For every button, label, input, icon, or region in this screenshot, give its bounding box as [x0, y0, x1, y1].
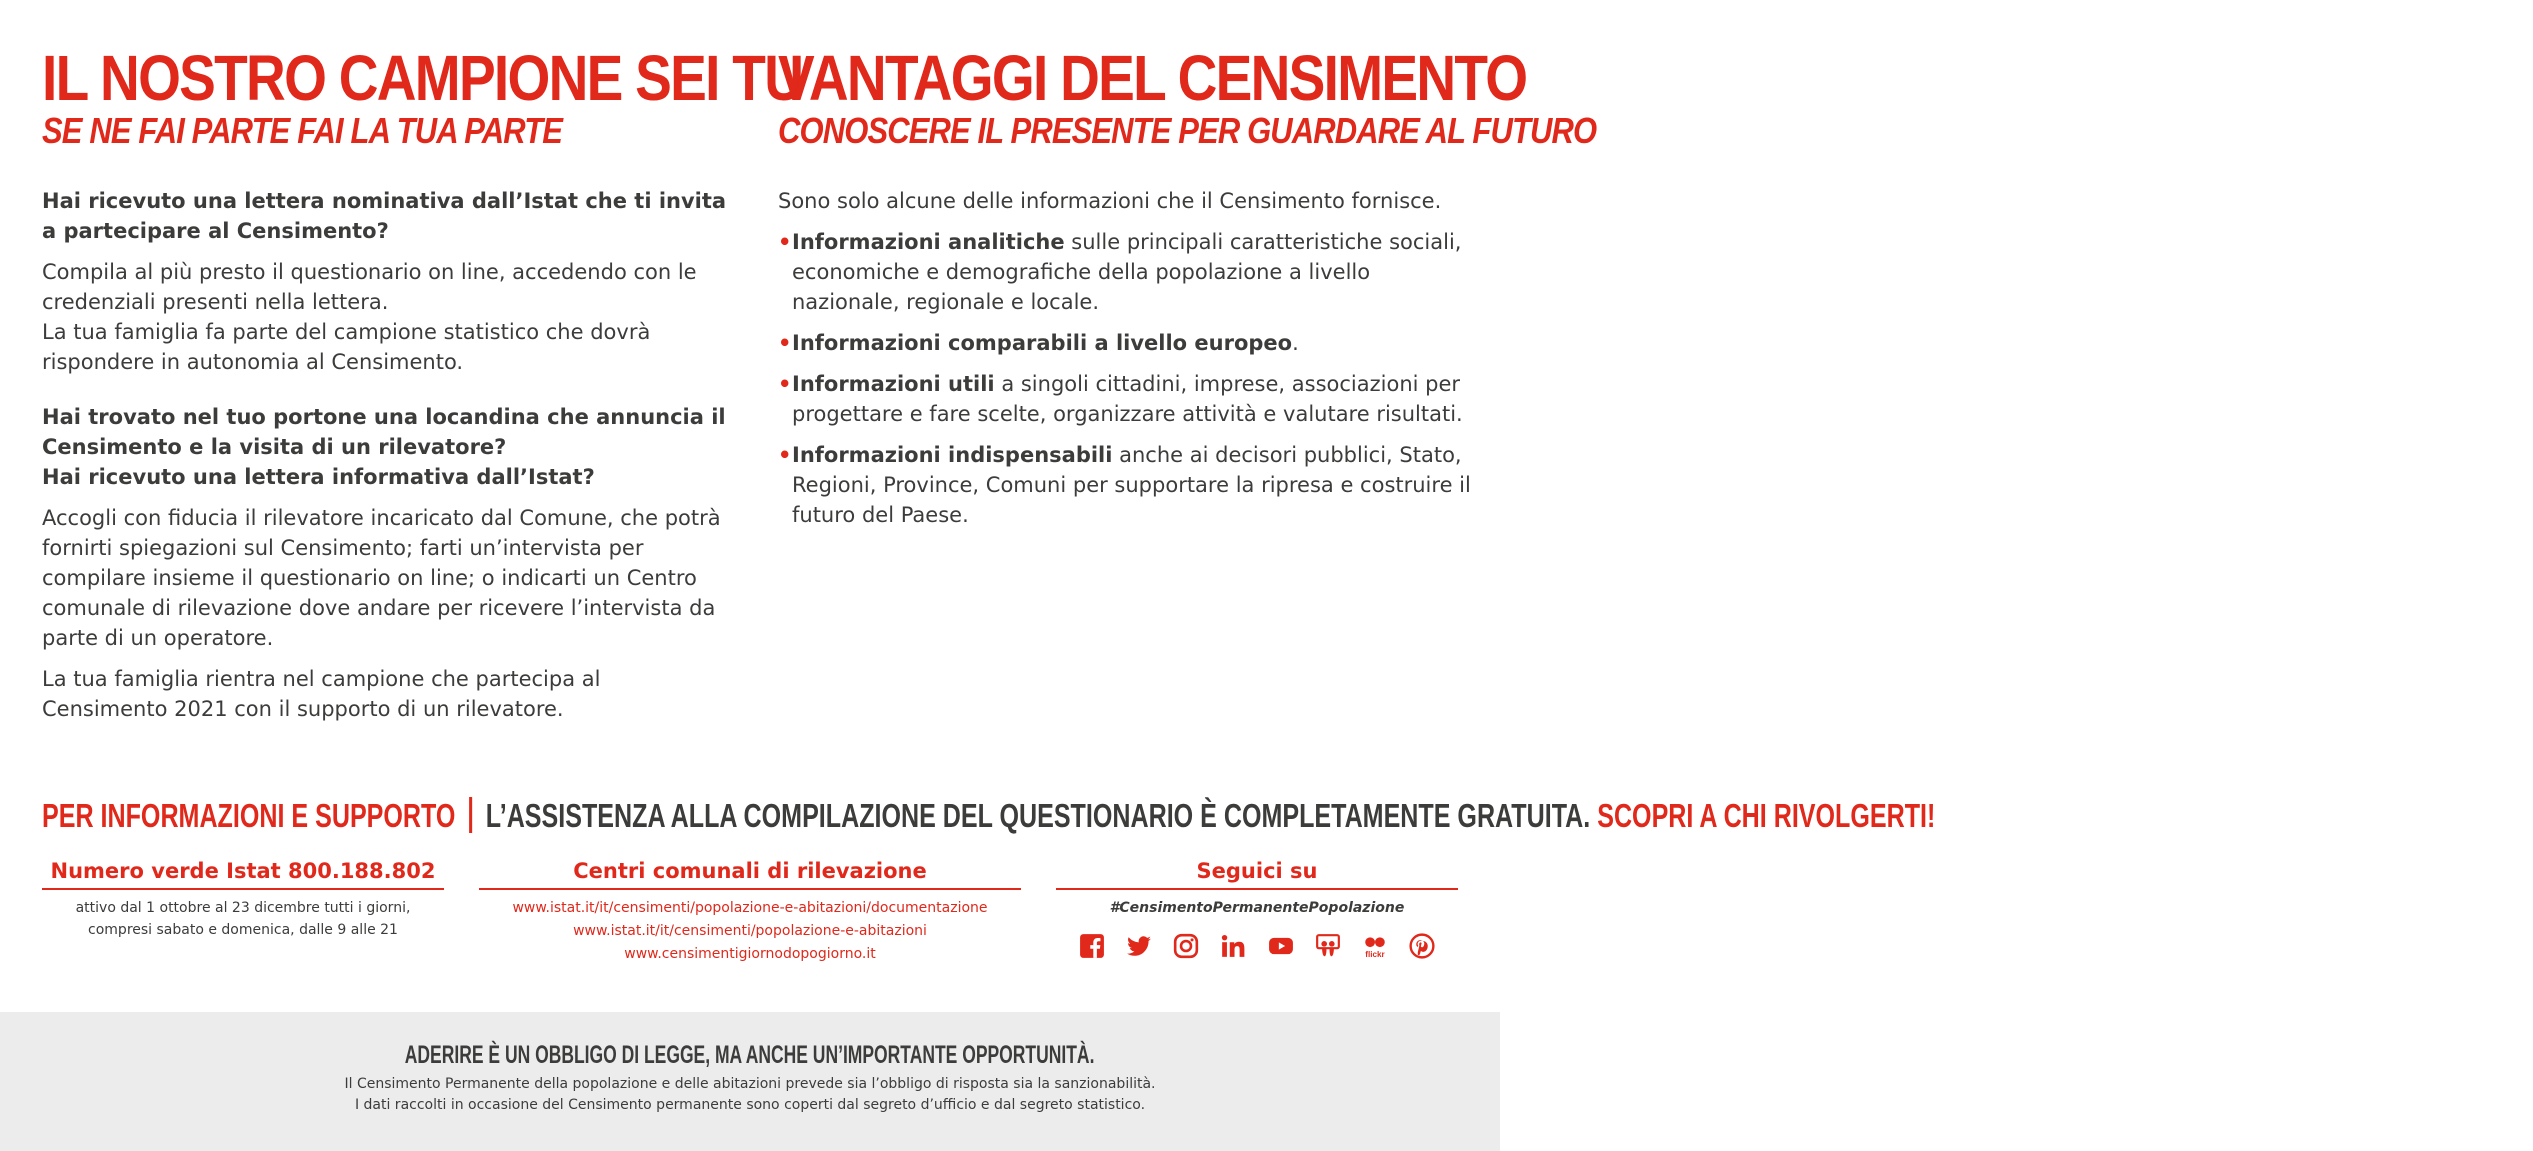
centers-link[interactable]: www.istat.it/it/censimenti/popolazione-e-abitazioni: [573, 923, 927, 939]
slideshare-icon[interactable]: [1315, 933, 1341, 959]
benefit-text: anche ai decisori pubblici, Stato, Regioni, Province, Comuni per supportare la ripresa e costruire il futuro del Paese.: [792, 443, 1471, 527]
assistance-text: L’ASSISTENZA ALLA COMPILAZIONE DEL QUESTIONARIO È COMPLETAMENTE GRATUITA.: [485, 797, 1591, 834]
phone-hours: [42, 897, 444, 941]
left-title: IL NOSTRO CAMPIONE SEI TU: [42, 42, 803, 114]
footer-title: ADERIRE È UN OBBLIGO DI LEGGE, MA ANCHE UN’IMPORTANTE OPPORTUNITÀ.: [405, 1041, 1095, 1069]
social-heading: Seguici su: [1056, 857, 1458, 890]
social-icons: [1079, 933, 1435, 959]
centers-info: [479, 857, 1021, 966]
twitter-icon[interactable]: [1126, 933, 1152, 959]
instagram-icon[interactable]: [1173, 933, 1199, 959]
benefit-bold: Informazioni analitiche: [792, 230, 1065, 254]
support-label: PER INFORMAZIONI E SUPPORTO: [42, 797, 456, 834]
right-body: [778, 186, 1478, 530]
centers-link[interactable]: www.censimentigiornodopogiorno.it: [624, 946, 876, 962]
question-letter: Hai ricevuto una lettera nominativa dall’Istat che ti invita a partecipare al Censimento?: [42, 189, 727, 243]
bullet-dot: •: [778, 230, 792, 254]
question-info-letter: Hai ricevuto una lettera informativa dall’Istat?: [42, 465, 595, 489]
benefit-text: a singoli cittadini, imprese, associazioni per progettare e fare scelte, organizzare attività e valutare risultati.: [792, 372, 1463, 426]
phone-hours-line: attivo dal 1 ottobre al 23 dicembre tutti i giorni,: [75, 900, 411, 916]
right-subtitle: CONOSCERE IL PRESENTE PER GUARDARE AL FUTURO: [778, 110, 1597, 151]
benefit-item: [778, 328, 1478, 358]
phone-info: [42, 857, 444, 941]
social-info: [1056, 857, 1458, 959]
divider: [469, 797, 472, 833]
answer-sample: La tua famiglia rientra nel campione che partecipa al Censimento 2021 con il supporto di un rilevatore.: [42, 667, 601, 721]
benefit-item: [778, 369, 1478, 429]
facebook-icon[interactable]: [1079, 933, 1105, 959]
flickr-label: flickr: [1365, 949, 1385, 959]
left-column: [42, 42, 803, 724]
bullet-dot: •: [778, 443, 792, 467]
answer-letter-1: Compila al più presto il questionario on line, accedendo con le credenziali presenti nella lettera.: [42, 260, 697, 314]
bullet-dot: •: [778, 331, 792, 355]
centers-link[interactable]: www.istat.it/it/censimenti/popolazione-e-abitazioni/documentazione: [512, 900, 988, 916]
support-banner-text: [42, 796, 1935, 836]
phone-heading[interactable]: Numero verde Istat 800.188.802: [42, 857, 444, 890]
pinterest-icon[interactable]: [1409, 933, 1435, 959]
flickr-icon[interactable]: [1362, 933, 1388, 959]
footer-note: Il Censimento Permanente della popolazione e delle abitazioni prevede sia l’obbligo di risposta sia la sanzionabilità.: [344, 1076, 1156, 1092]
benefit-item: [778, 440, 1478, 530]
benefit-bold: Informazioni comparabili a livello europeo: [792, 331, 1293, 355]
youtube-icon[interactable]: [1268, 933, 1294, 959]
benefit-bold: Informazioni utili: [792, 372, 995, 396]
linkedin-icon[interactable]: [1220, 933, 1246, 959]
question-poster: Hai trovato nel tuo portone una locandina che annuncia il Censimento e la visita di un rilevatore?: [42, 405, 726, 459]
bullet-dot: •: [778, 372, 792, 396]
answer-letter-2: La tua famiglia fa parte del campione statistico che dovrà rispondere in autonomia al Censimento.: [42, 320, 651, 374]
footer-note: I dati raccolti in occasione del Censimento permanente sono coperti dal segreto d’ufficio e dal segreto statistico.: [354, 1097, 1146, 1113]
contact-cta[interactable]: SCOPRI A CHI RIVOLGERTI!: [1597, 797, 1936, 834]
benefits-intro: Sono solo alcune delle informazioni che il Censimento fornisce.: [778, 189, 1442, 213]
benefit-text: .: [1292, 331, 1299, 355]
answer-surveyor: Accogli con fiducia il rilevatore incaricato dal Comune, che potrà fornirti spiegazioni sul Censimento; farti un’intervista per compilare insieme il questionario on line; o indicarti un Centro comunale di rilevazione dove andare per ricevere l’intervista da parte di un operatore.: [42, 506, 721, 650]
hashtag[interactable]: #CensimentoPermanentePopolazione: [1109, 900, 1405, 916]
footer-notes: [0, 1074, 1500, 1116]
phone-hours-line: compresi sabato e domenica, dalle 9 alle 21: [88, 922, 398, 938]
footer: [0, 1012, 1500, 1151]
centers-heading: Centri comunali di rilevazione: [479, 857, 1021, 890]
centers-links: [479, 897, 1021, 966]
benefit-text: sulle principali caratteristiche sociali, economiche e demografiche della popolazione a livello nazionale, regionale e locale.: [792, 230, 1462, 314]
right-title: VANTAGGI DEL CENSIMENTO: [778, 42, 1527, 114]
right-column: [778, 42, 1597, 530]
benefit-item: [778, 227, 1478, 317]
left-subtitle: SE NE FAI PARTE FAI LA TUA PARTE: [42, 110, 563, 151]
benefit-bold: Informazioni indispensabili: [792, 443, 1113, 467]
support-banner: [42, 796, 1936, 836]
left-body: [42, 186, 732, 724]
